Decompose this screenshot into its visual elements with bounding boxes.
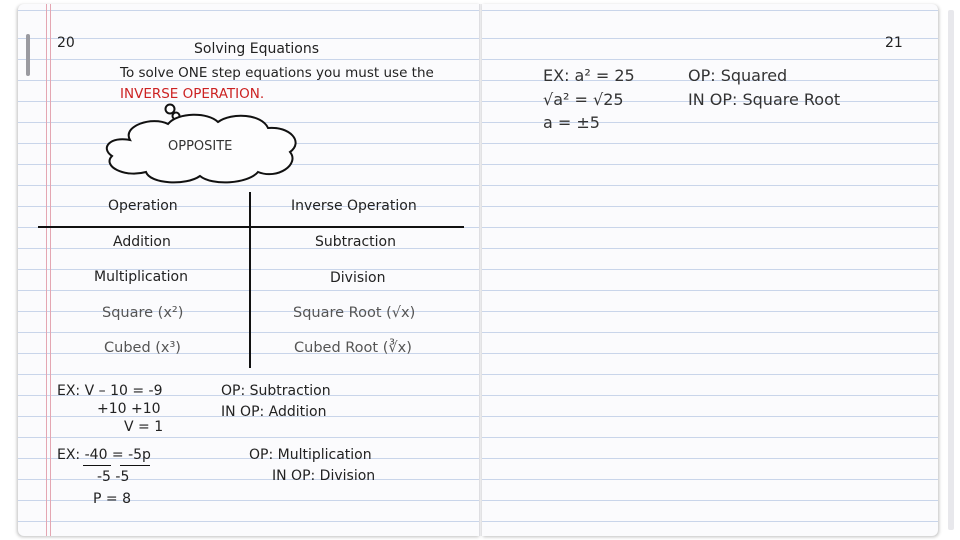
page-edge-right: [948, 10, 954, 530]
example1-op: OP: Subtraction: [221, 383, 331, 399]
table-cell-division: Division: [330, 270, 386, 286]
example2-step: -5 -5: [97, 469, 130, 485]
table-cell-cubed: Cubed (x³): [104, 340, 181, 356]
table-header-inverse: Inverse Operation: [291, 198, 417, 214]
left-page-number: 20: [57, 35, 75, 51]
table-cell-square: Square (x²): [102, 305, 184, 321]
table-cell-cubed-root: Cubed Root (∛x): [294, 340, 412, 356]
right-example-op: OP: Squared: [688, 66, 788, 85]
example2-equation: EX: -40 = -5p: [57, 447, 151, 463]
example1-step: +10 +10: [97, 401, 161, 417]
right-example-inverse-op: IN OP: Square Root: [688, 90, 841, 109]
right-example-equation: EX: a² = 25: [543, 66, 635, 85]
table-divider-vertical: [249, 192, 251, 368]
example2-underline-left: [83, 465, 111, 466]
table-header-operation: Operation: [108, 198, 178, 214]
right-example-step: √a² = √25: [543, 90, 624, 109]
table-cell-addition: Addition: [113, 234, 171, 250]
table-cell-square-root: Square Root (√x): [293, 305, 416, 321]
page-title: Solving Equations: [194, 41, 320, 57]
table-divider-horizontal: [38, 226, 464, 228]
right-example-result: a = ±5: [543, 113, 600, 132]
example2-inverse-op: IN OP: Division: [272, 468, 376, 484]
table-cell-multiplication: Multiplication: [94, 269, 188, 285]
example1-inverse-op: IN OP: Addition: [221, 404, 327, 420]
example2-underline-right: [120, 465, 150, 466]
intro-line-1: To solve ONE step equations you must use the: [120, 65, 434, 81]
table-cell-subtraction: Subtraction: [315, 234, 396, 250]
example1-result: V = 1: [124, 419, 164, 435]
intro-line-2: INVERSE OPERATION.: [120, 86, 265, 102]
example2-op: OP: Multiplication: [249, 447, 372, 463]
binder-tab-left: [26, 34, 30, 76]
example2-result: P = 8: [93, 491, 131, 507]
cloud-label: OPPOSITE: [168, 139, 233, 154]
right-page-number: 21: [885, 35, 903, 51]
example1-equation: EX: V – 10 = -9: [57, 383, 163, 399]
